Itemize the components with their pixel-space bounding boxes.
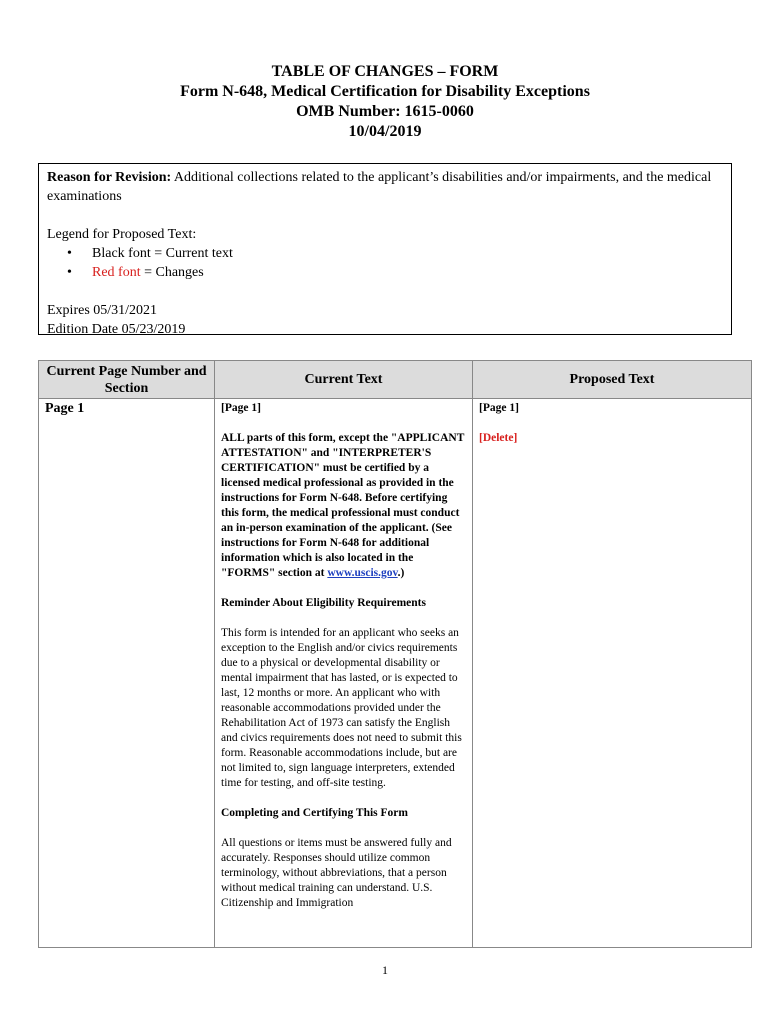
header-omb-number: OMB Number: 1615-0060 — [296, 103, 474, 120]
page-section-cell — [39, 399, 215, 948]
legend-item-black — [67, 244, 723, 263]
current-page-tag: [Page 1] — [221, 402, 261, 414]
legend-label: Black font — [92, 246, 151, 261]
changes-table — [38, 360, 752, 948]
proposed-page-tag: [Page 1] — [479, 402, 519, 414]
table-row — [39, 399, 752, 948]
legend-item-red — [67, 263, 723, 282]
certification-text-end: .) — [397, 567, 405, 579]
reason-label: Reason for Revision: — [47, 170, 172, 185]
uscis-link[interactable]: www.uscis.gov — [327, 567, 398, 579]
reason-text: Additional collections related to the applicant’s disabilities and/or impairments, and the medical examinations — [47, 170, 712, 204]
column-header-page-section: Current Page Number and Section — [39, 361, 215, 399]
completing-heading: Completing and Certifying This Form — [221, 807, 408, 819]
proposed-text-cell — [473, 399, 752, 948]
column-header-current-text: Current Text — [215, 361, 473, 399]
legend-list — [47, 244, 723, 282]
edition-date: Edition Date 05/23/2019 — [47, 322, 186, 337]
page-number: 1 — [382, 963, 388, 977]
completing-text: All questions or items must be answered fully and accurately. Responses should utilize common terminology, without abbreviations, that a person without medical training can understand. U.S. Citizenship and Immigration — [221, 837, 452, 909]
proposed-delete: [Delete] — [479, 432, 518, 444]
header-title: TABLE OF CHANGES – FORM — [271, 63, 499, 80]
current-text-cell — [215, 399, 473, 948]
bullet-icon: • — [67, 246, 72, 261]
legend-heading: Legend for Proposed Text: — [47, 227, 197, 242]
reason-paragraph — [47, 168, 723, 206]
expires-date: Expires 05/31/2021 — [47, 303, 158, 318]
column-header-proposed-text: Proposed Text — [473, 361, 752, 399]
certification-paragraph — [221, 431, 466, 581]
legend-rest: = Changes — [140, 265, 204, 280]
certification-text: ALL parts of this form, except the "APPLICANT ATTESTATION" and "INTERPRETER'S CERTIFICATION" must be certified by a licensed medical professional as provided in the instructions for Form N-648. Before certifying this form, the medical professional must conduct an in-person examination of the applicant. (See instructions for Form N-648 for additional information which is also located in the "FORMS" section at — [221, 432, 465, 579]
header-form-name: Form N-648, Medical Certification for Disability Exceptions — [180, 83, 590, 100]
table-header-row — [39, 361, 752, 399]
header-date: 10/04/2019 — [348, 123, 422, 140]
page-label: Page 1 — [45, 401, 85, 416]
bullet-icon: • — [67, 265, 72, 280]
reason-for-revision-box — [38, 163, 732, 335]
reminder-heading: Reminder About Eligibility Requirements — [221, 597, 426, 609]
legend-rest: = Current text — [150, 246, 233, 261]
document-header — [0, 62, 770, 142]
reminder-text: This form is intended for an applicant who seeks an exception to the English and/or civics requirements due to a physical or developmental disability or mental impairment that has lasted, or is expected to last, 12 months or more. An applicant who with reasonable accommodations provided under the Rehabilitation Act of 1973 can satisfy the English and civics requirements does not need to submit this form. Reasonable accommodations include, but are not limited to, sign language interpreters, extended time for testing, and off-site testing. — [221, 627, 462, 789]
legend-label: Red font — [92, 265, 141, 280]
